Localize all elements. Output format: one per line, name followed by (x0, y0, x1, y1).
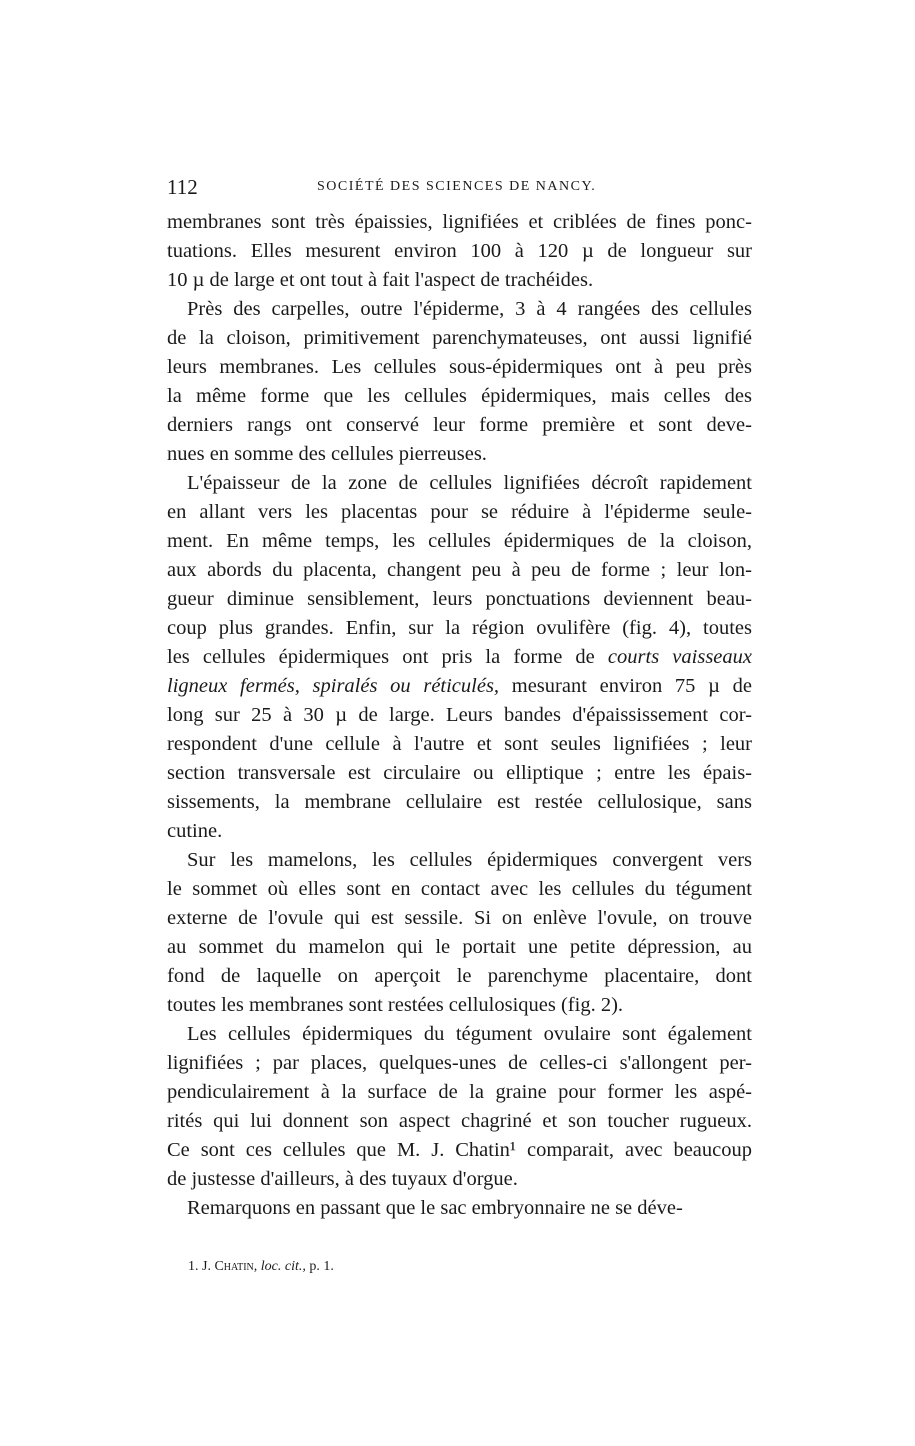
text-line: sissements, la membrane cellulaire est restée cellulosique, sans (167, 791, 752, 813)
footnote (188, 1257, 334, 1277)
text-line: lignifiées ; par places, quelques-unes de celles-ci s'allongent per- (167, 1052, 752, 1074)
text-line: L'épaisseur de la zone de cellules lignifiées décroît rapidement (187, 472, 752, 494)
text-line: gueur diminue sensiblement, leurs ponctuations deviennent beau- (167, 588, 752, 610)
running-header (167, 174, 752, 200)
text-line: les cellules épidermiques ont pris la forme de courts vaisseaux (167, 646, 753, 668)
text-line: Remarquons en passant que le sac embryonnaire ne se déve- (187, 1197, 683, 1219)
text-line: membranes sont très épaissies, lignifiées et criblées de fines ponc- (167, 211, 752, 233)
text-line: fond de laquelle on aperçoit le parenchyme placentaire, dont (167, 965, 752, 987)
text-line: 10 µ de large et ont tout à fait l'aspect de trachéides. (167, 269, 594, 291)
paragraph (167, 1020, 752, 1194)
footnote-author: J. Chatin, (202, 1259, 258, 1274)
paragraph (167, 469, 752, 846)
paragraph (167, 1194, 752, 1223)
text-line: le sommet où elles sont en contact avec les cellules du tégument (167, 878, 752, 900)
text-line: cutine. (167, 820, 223, 842)
text-line: Ce sont ces cellules que M. J. Chatin¹ comparait, avec beaucoup (167, 1139, 752, 1161)
text-line: coup plus grandes. Enfin, sur la région ovulifère (fig. 4), toutes (167, 617, 752, 639)
paragraph (167, 295, 752, 469)
text-line: derniers rangs ont conservé leur forme première et sont deve- (167, 414, 752, 436)
text-line: externe de l'ovule qui est sessile. Si on enlève l'ovule, on trouve (167, 907, 752, 929)
text-line: Les cellules épidermiques du tégument ovulaire sont également (187, 1023, 752, 1045)
text-line: au sommet du mamelon qui le portait une petite dépression, au (167, 936, 752, 958)
text-line: pendiculairement à la surface de la graine pour former les aspé- (167, 1081, 752, 1103)
text-line: de la cloison, primitivement parenchymateuses, ont aussi lignifié (167, 327, 752, 349)
text-line: leurs membranes. Les cellules sous-épidermiques ont à peu près (167, 356, 752, 378)
text-line: Sur les mamelons, les cellules épidermiques convergent vers (187, 849, 752, 871)
text-line: nues en somme des cellules pierreuses. (167, 443, 487, 465)
body-text (167, 208, 752, 1223)
text-line: ment. En même temps, les cellules épidermiques de la cloison, (167, 530, 752, 552)
running-title: SOCIÉTÉ DES SCIENCES DE NANCY. (317, 179, 597, 194)
text-line: Près des carpelles, outre l'épiderme, 3 à 4 rangées des cellules (187, 298, 752, 320)
page-number: 112 (167, 175, 198, 199)
footnote-page: p. 1. (309, 1259, 334, 1274)
text-line: respondent d'une cellule à l'autre et sont seules lignifiées ; leur (167, 733, 752, 755)
text-line: de justesse d'ailleurs, à des tuyaux d'orgue. (167, 1168, 518, 1190)
text-line: rités qui lui donnent son aspect chagriné et son toucher rugueux. (167, 1110, 752, 1132)
text-line: aux abords du placenta, changent peu à peu de forme ; leur lon- (167, 559, 752, 581)
paragraph (167, 846, 752, 1020)
paragraph (167, 208, 752, 295)
text-line: tuations. Elles mesurent environ 100 à 120 µ de longueur sur (167, 240, 752, 262)
text-line: section transversale est circulaire ou elliptique ; entre les épais- (167, 762, 752, 784)
text-line: en allant vers les placentas pour se réduire à l'épiderme seule- (167, 501, 752, 523)
text-line: ligneux fermés, spiralés ou réticulés, mesurant environ 75 µ de (167, 675, 752, 697)
text-line: toutes les membranes sont restées cellulosiques (fig. 2). (167, 994, 624, 1016)
footnote-number: 1. (188, 1259, 199, 1274)
text-line: la même forme que les cellules épidermiques, mais celles des (167, 385, 752, 407)
footnote-ref: loc. cit., (260, 1259, 306, 1274)
text-line: long sur 25 à 30 µ de large. Leurs bandes d'épaississement cor- (167, 704, 752, 726)
